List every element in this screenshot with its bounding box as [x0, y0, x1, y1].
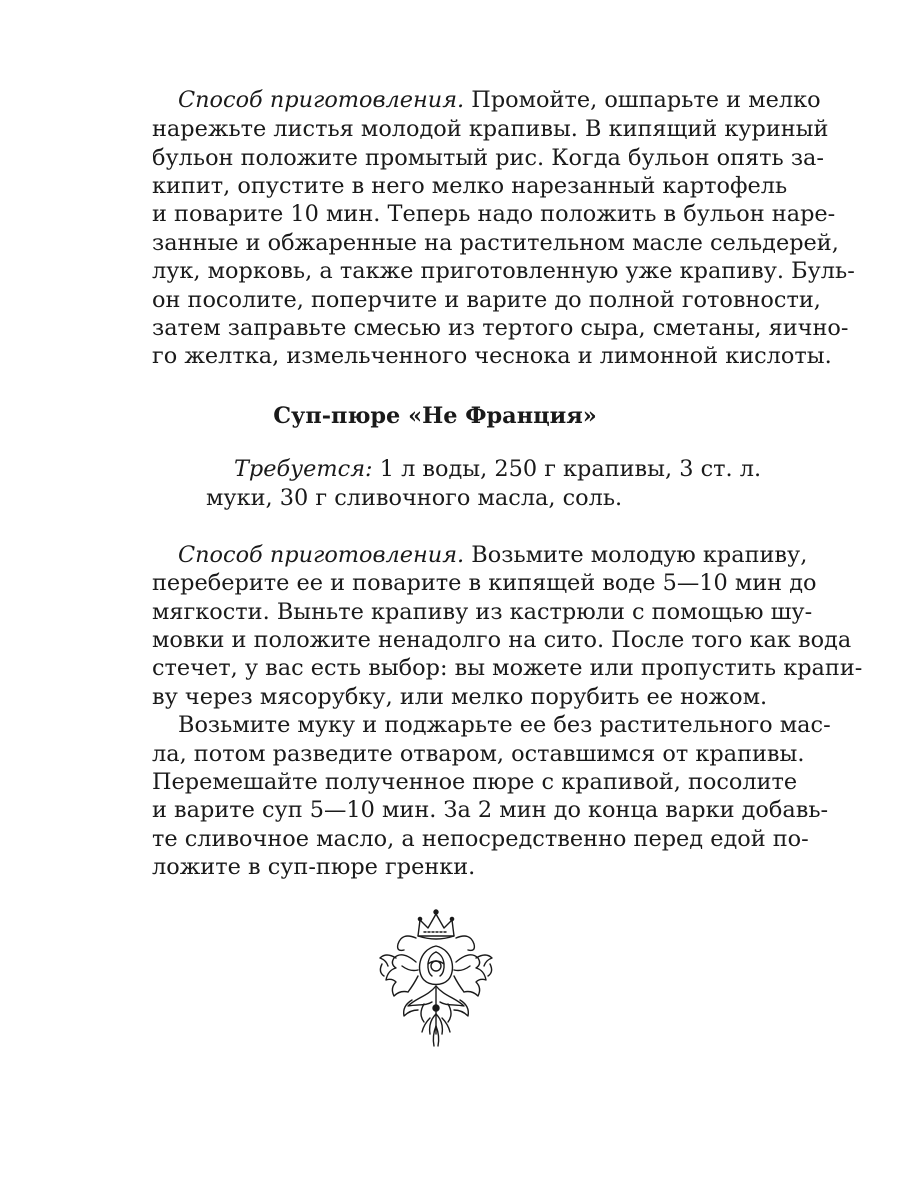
paragraph-line: го желтка, измельченного чеснока и лимонной кислоты.	[152, 343, 832, 369]
paragraph-line: ву через мясорубку, или мелко порубить ее ножом.	[152, 684, 768, 710]
paragraph-line: лук, морковь, а также приготовленную уже крапиву. Буль-	[152, 258, 855, 284]
paragraph-line: бульон положите промытый рис. Когда бульон опять за-	[152, 145, 824, 171]
ingredients-line: муки, 30 г сливочного масла, соль.	[206, 485, 623, 511]
paragraph-line: переберите ее и поварите в кипящей воде 5—10 мин до	[152, 570, 817, 596]
method-label: Способ приготовления.	[178, 87, 465, 113]
paragraph-line: Способ приготовления. Промойте, ошпарьте и мелко	[178, 87, 821, 113]
paragraph-line: нарежьте листья молодой крапивы. В кипящий куриный	[152, 116, 829, 142]
paragraph-line: Возьмите муку и поджарьте ее без растительного мас-	[178, 712, 831, 738]
paragraph-line: Способ приготовления. Возьмите молодую крапиву,	[178, 542, 808, 568]
paragraph-line: ложите в суп-пюре гренки.	[152, 854, 476, 880]
paragraph-line: занные и обжаренные на растительном масле сельдерей,	[152, 230, 839, 256]
paragraph-line: затем заправьте смесью из тертого сыра, сметаны, яично-	[152, 315, 849, 341]
paragraph-line: и варите суп 5—10 мин. За 2 мин до конца варки добавь-	[152, 797, 829, 823]
ingredients-line: Требуется: 1 л воды, 250 г крапивы, 3 ст. л.	[234, 456, 762, 482]
paragraph-line: Перемешайте полученное пюре с крапивой, посолите	[152, 769, 798, 795]
method-label: Способ приготовления.	[178, 542, 465, 568]
paragraph-line: и поварите 10 мин. Теперь надо положить в бульон наре-	[152, 201, 836, 227]
paragraph-line: мовки и положите ненадолго на сито. После того как вода	[152, 627, 852, 653]
paragraph-line: стечет, у вас есть выбор: вы можете или пропустить крапи-	[152, 655, 863, 681]
ingredients-label: Требуется:	[234, 456, 373, 482]
paragraph-line: мягкости. Выньте крапиву из кастрюли с помощью шу-	[152, 599, 813, 625]
paragraph-line: ла, потом разведите отваром, оставшимся от крапивы.	[152, 741, 805, 767]
paragraph-line: он посолите, поперчите и варите до полной готовности,	[152, 287, 821, 313]
paragraph-line: кипит, опустите в него мелко нарезанный картофель	[152, 173, 788, 199]
crest-ornament-icon	[372, 906, 500, 1048]
recipe-title: Суп-пюре «Не Франция»	[273, 403, 597, 429]
paragraph-line: те сливочное масло, а непосредственно перед едой по-	[152, 826, 809, 852]
